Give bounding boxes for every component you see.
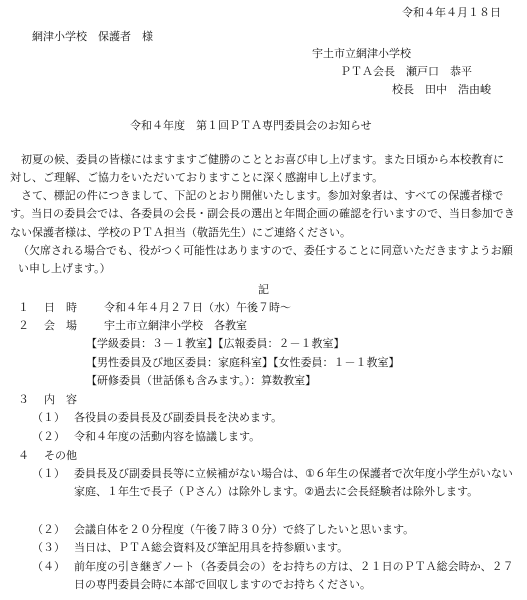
item-other-number: ４ [18, 449, 29, 462]
sender-pta-president: ＰＴＡ会長 瀬戸口 恭平 [340, 65, 472, 78]
issue-date: 令和４年４月１８日 [402, 6, 501, 19]
main-paragraph: さて、標記の件につきまして、下記のとおり開催いたします。参加対象者は、すべての保護者様です。当日の委員会では、各委員の会長・副会長の選出と年間企画の確認を行いますので、当日参加できない保護者様は、学校のＰＴＡ担当（敬語先生）にご連絡ください。 [10, 189, 515, 239]
content-line-text: 各役員の委員長及び副委員長を決めます。 [74, 411, 283, 424]
venue-room-line: 【研修委員（世話係も含みます。）：算数教室】 [86, 374, 317, 387]
item-content-label: 内 容 [44, 393, 77, 406]
content-line-number: （１） [32, 411, 65, 424]
other-line-number: （２） [32, 523, 65, 536]
delegation-note: （欠席される場合でも、役がつく可能性はありますので、委任することに同意いただきますようお願い申し上げます。） [18, 244, 513, 276]
venue-room-line: 【男性委員及び地区委員：家庭科室】【女性委員：１－１教室】 [86, 356, 400, 369]
item-datetime-value: 令和４年４月２７日（水）午後７時～ [104, 301, 291, 314]
content-line-number: （２） [32, 430, 65, 443]
ki-heading: 記 [258, 283, 269, 296]
recipient: 網津小学校 保護者 様 [32, 30, 153, 43]
item-venue-label: 会 場 [44, 319, 77, 332]
sender-school: 宇土市立網津小学校 [312, 47, 411, 60]
item-other-label: その他 [44, 449, 77, 462]
item-venue-value: 宇土市立網津小学校 各教室 [104, 319, 247, 332]
venue-room-line: 【学級委員：３－１教室】【広報委員：２－１教室】 [86, 337, 345, 350]
other-line-text: 前年度の引き継ぎノート（各委員会の）をお持ちの方は、２１日のＰＴＡ総会時か、２７日の専門委員会時に本部で回収しますのでお持ちください。 [74, 560, 514, 592]
other-line-text: 当日は、ＰＴＡ総会資料及び筆記用具を持参願います。 [74, 541, 349, 554]
greeting-paragraph: 初夏の候、委員の皆様にはますますご健勝のこととお喜び申し上げます。また日頃から本校教育に対し、ご理解、ご協力をいただいておりますことに深く感謝申し上げます。 [10, 153, 505, 185]
other-line-number: （４） [32, 560, 65, 573]
other-line-number: （１） [32, 467, 65, 480]
item-venue-number: ２ [18, 319, 29, 332]
other-line-text: 委員長及び副委員長等に立候補がない場合は、①６年生の保護者で次年度小学生がいない家庭、１年生で長子（Ｐさん）は除外します。②過去に会長経験者は除外します。 [74, 467, 513, 499]
other-line-text: 会議自体を２０分程度（午後７時３０分）で終了したいと思います。 [74, 523, 415, 536]
sender-principal: 校長 田中 浩由峻 [392, 83, 491, 96]
other-line-number: （３） [32, 541, 65, 554]
item-datetime-number: １ [18, 301, 29, 314]
item-datetime-label: 日 時 [44, 301, 77, 314]
item-content-number: ３ [18, 393, 29, 406]
page-title: 令和４年度 第１回ＰＴＡ専門委員会のお知らせ [130, 119, 372, 132]
content-line-text: 令和４年度の活動内容を協議します。 [74, 430, 261, 443]
